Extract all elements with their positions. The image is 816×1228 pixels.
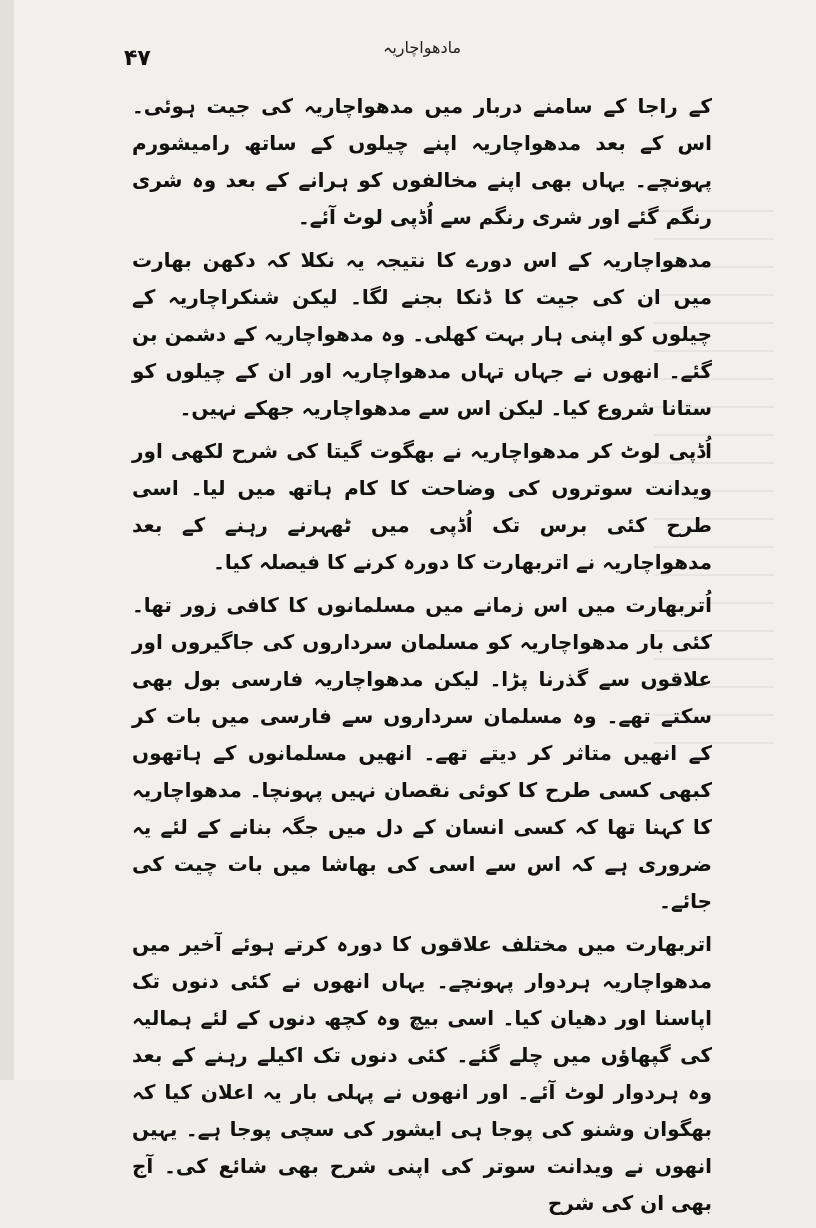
body-text [132,88,712,1228]
paragraph: مدھواچاریہ کے اس دورے کا نتیجہ یہ نکلا کہ دکھن بھارت میں ان کی جیت کا ڈنکا بجنے لگا۔ لیکن شنکراچاریہ کے چیلوں کو اپنی ہار بہت کھلی۔ وہ مدھواچاریہ کے دشمن بن گئے۔ انھوں نے جہاں تہاں مدھواچاریہ اور ان کے چیلوں کو ستانا شروع کیا۔ لیکن اس سے مدھواچاریہ جھکے نہیں۔ [132,248,712,420]
paragraph: اتربھارت میں مختلف علاقوں کا دورہ کرتے ہوئے آخیر میں مدھواچاریہ ہردوار پہونچے۔ یہاں انھوں نے کئی دنوں تک اپاسنا اور دھیان کیا۔ اسی بیچ وہ کچھ دنوں کے لئے ہمالیہ کی گپھاؤں میں چلے گئے۔ کئی دنوں تک اکیلے رہنے کے بعد وہ ہردوار لوٹ آئے۔ اور انھوں نے پہلی بار یہ اعلان کیا کہ بھگوان وشنو کی پوجا ہی ایشور کی سچی پوجا ہے۔ یہیں انھوں نے ویدانت سوتر کی اپنی شرح بھی شائع کی۔ آج بھی ان کی شرح [132,932,712,1215]
paragraph: اُتربھارت میں اس زمانے میں مسلمانوں کا کافی زور تھا۔ کئی بار مدھواچاریہ کو مسلمان سرداروں کی جاگیروں اور علاقوں سے گذرنا پڑا۔ لیکن مدھواچاریہ فارسی بول بھی سکتے تھے۔ وہ مسلمان سرداروں سے فارسی میں بات کر کے انھیں متاثر کر دیتے تھے۔ انھیں مسلمانوں کے ہاتھوں کبھی کسی طرح کا کوئی نقصان نہیں پہونچا۔ مدھواچاریہ کا کہنا تھا کہ کسی انسان کے دل میں جگہ بنانے کے لئے یہ ضروری ہے کہ اس سے اسی کی بھاشا میں بات چیت کی جائے۔ [132,593,712,913]
paragraph: اُڈپی لوٹ کر مدھواچاریہ نے بھگوت گیتا کی شرح لکھی اور ویدانت سوتروں کی وضاحت کا کام ہاتھ میں لیا۔ اسی طرح کئی برس تک اُڈپی میں ٹھہرنے رہنے کے بعد مدھواچاریہ نے اتربھارت کا دورہ کرنے کا فیصلہ کیا۔ [132,439,712,574]
running-head: مادھواچاریہ [382,38,462,57]
paragraph: کے راجا کے سامنے دربار میں مدھواچاریہ کی جیت ہوئی۔ اس کے بعد مدھواچاریہ اپنے چیلوں کے ساتھ رامیشورم پہونچے۔ یہاں بھی اپنے مخالفوں کو ہرانے کے بعد وہ شری رنگم گئے اور شری رنگم سے اُڈپی لوٹ آئے۔ [132,94,712,229]
page-number: ۴۷ [124,46,151,71]
